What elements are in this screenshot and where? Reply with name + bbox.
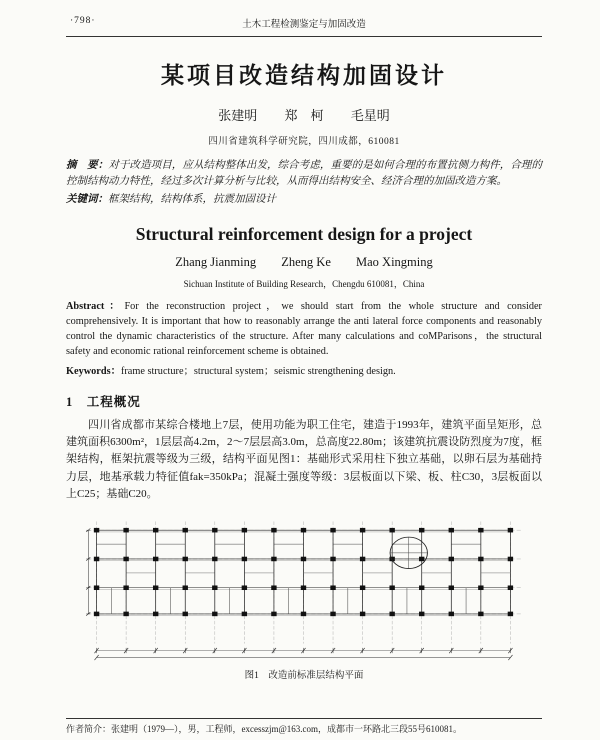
keywords-label: Keywords： (66, 365, 121, 377)
body-paragraph: 四川省成都市某综合楼地上7层，使用功能为职工住宅，建造于1993年，建筑平面呈矩形，总建筑面积6300m²，1层层高4.2m，2～7层层高3.0m，总高度22.80m；该建筑抗震设防烈度为7度，框架结构，框架抗震等级为三级，结构平面见图1：基础形式采用柱下独立基础，以卵石层为基础持力层，地基承载力特征值fak=350kPa；混凝土强度等级：3层板面以下梁、板、柱C30，3层板面以上C25；基础C20。 (66, 418, 542, 501)
affiliation-english: Sichuan Institute of Building Research，Chengdu 610081，China (183, 278, 425, 289)
authors-chinese (66, 105, 542, 124)
title-english: Structural reinforcement design for a project (135, 223, 473, 244)
keywords-chinese (66, 192, 542, 208)
abstract-text: For the reconstruction project，we should start from the whole structure and consider comprehensively. It is important that how to reasonably arrange the anti lateral force components and reasonably control the dynamic characteristics of the structure. After many calculations and coMParisons，the structural safety and economic rational reinforcement scheme is obtained. (66, 300, 542, 358)
journal-title: 土木工程检测鉴定与加固改造 (242, 20, 366, 30)
authors-english (66, 255, 542, 270)
author-name: Zheng Ke (281, 254, 331, 269)
figure-caption: 图1 改造前标准层结构平面 (244, 671, 364, 682)
author-name: Mao Xingming (356, 254, 433, 269)
author-name: Zhang Jianming (175, 254, 257, 269)
floor-plan-drawing (81, 511, 527, 661)
abstract-english (66, 299, 542, 360)
figure-1 (66, 511, 542, 681)
author-name: 毛星明 (350, 108, 390, 123)
author-name: 郑 柯 (284, 108, 324, 123)
title-chinese: 某项目改造结构加固设计 (161, 63, 447, 88)
page-number: ·798· (70, 16, 96, 26)
abstract-text: 对于改造项目，应从结构整体出发，综合考虑，重要的是如何合理的布置抗侧力构件，合理的控制结构动力特性，经过多次计算分析与比较，从而得出结构安全、经济合理的加固改造方案。 (66, 160, 543, 187)
keywords-text: 框架结构，结构体系，抗震加固设计 (108, 193, 276, 205)
keywords-label: 关键词： (66, 193, 108, 205)
section-heading: 1 工程概况 (66, 394, 141, 409)
affiliation-chinese: 四川省建筑科学研究院，四川成都，610081 (208, 137, 400, 147)
author-name: 张建明 (218, 108, 258, 123)
abstract-label: Abstract： (66, 300, 125, 312)
abstract-label: 摘 要： (66, 160, 109, 171)
abstract-chinese (66, 158, 542, 190)
keywords-text: frame structure；structural system；seismic strengthening design. (120, 365, 396, 377)
author-bio-footnote: 作者简介：张建明（1979—），男，工程师，excesszjm@163.com，成都市一环路北三段55号610081。 (66, 718, 542, 735)
keywords-english (66, 362, 542, 377)
page-header (66, 12, 542, 37)
